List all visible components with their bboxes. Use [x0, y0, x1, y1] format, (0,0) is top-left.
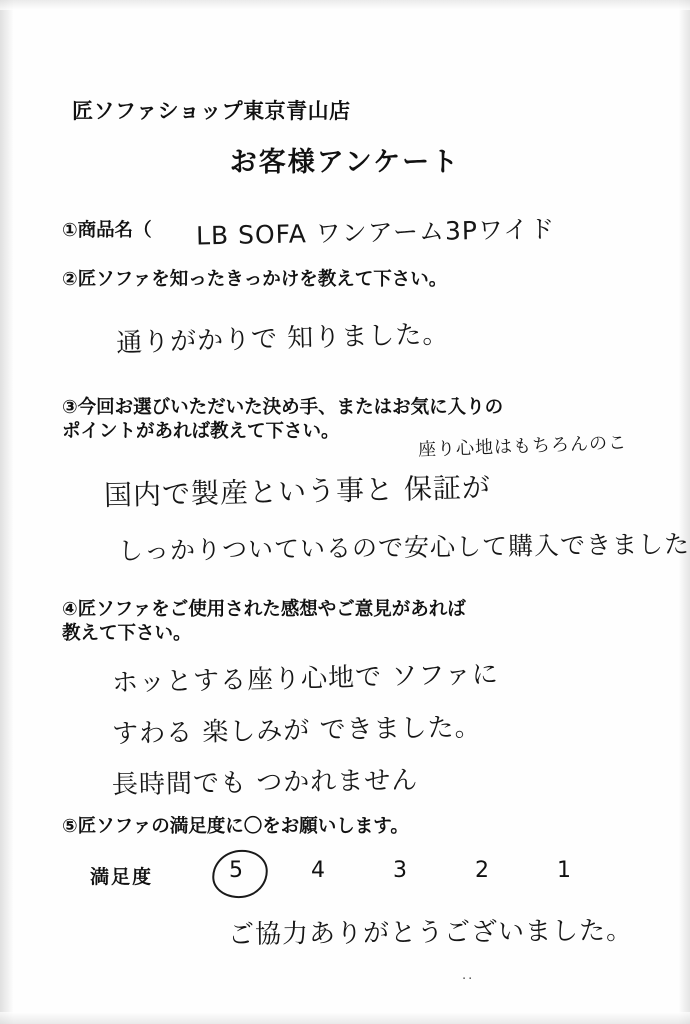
answer-1-product-name: LB SOFA ワンアーム3Pワイド: [195, 214, 556, 251]
question-4-line-1: ④匠ソファをご使用された感想やご意見があれば: [62, 599, 466, 620]
rating-option-4-label: 4: [311, 858, 325, 883]
question-5-label: ⑤匠ソファの満足度に〇をお願いします。: [62, 816, 409, 837]
rating-option-5-label: 5: [229, 858, 243, 883]
rating-option-2-label: 2: [475, 858, 489, 883]
stray-pen-mark: ..: [462, 966, 475, 983]
rating-option-2[interactable]: [458, 858, 506, 883]
answer-4-line-2: すわる 楽しみが できました。: [111, 712, 482, 750]
question-4-label: [62, 598, 622, 645]
rating-option-4[interactable]: [294, 858, 342, 883]
answer-3-line-1: 国内で製産という事と 保証が: [103, 470, 492, 513]
rating-label: 満足度: [90, 866, 154, 888]
rating-scale: [62, 856, 622, 902]
rating-option-3[interactable]: [376, 858, 424, 883]
answer-4-line-1: ホッとする座り心地で ソファに: [111, 659, 500, 699]
rating-option-5[interactable]: [212, 858, 260, 883]
question-4-line-2: 教えて下さい。: [62, 622, 192, 644]
answer-4-line-3: 長時間でも つかれません: [111, 765, 419, 801]
answer-3-line-2: しっかりついているので安心して購入できました: [117, 529, 690, 566]
shop-name: 匠ソファショップ東京青山店: [72, 99, 351, 123]
question-3-line-1: ③今回お選びいただいた決め手、またはお気に入りの: [62, 397, 504, 418]
question-2-label: ②匠ソファを知ったきっかけを教えて下さい。: [62, 269, 448, 290]
rating-options: [212, 856, 632, 902]
answer-2-text: 通りがかりで 知りました。: [115, 319, 450, 359]
rating-option-1-label: 1: [557, 858, 571, 883]
closing-message: ご協力ありがとうございました。: [227, 915, 634, 951]
rating-option-1[interactable]: [540, 858, 588, 883]
question-3-line-2: ポイントがあれば教えて下さい。: [62, 420, 340, 442]
page-title: お客様アンケート: [229, 147, 461, 178]
question-1-label: ①商品名（: [62, 220, 152, 241]
answer-3-margin-note: 座り心地はもちろんのこ: [417, 432, 628, 461]
circle-mark-icon: [210, 847, 271, 901]
rating-option-3-label: 3: [393, 858, 407, 883]
